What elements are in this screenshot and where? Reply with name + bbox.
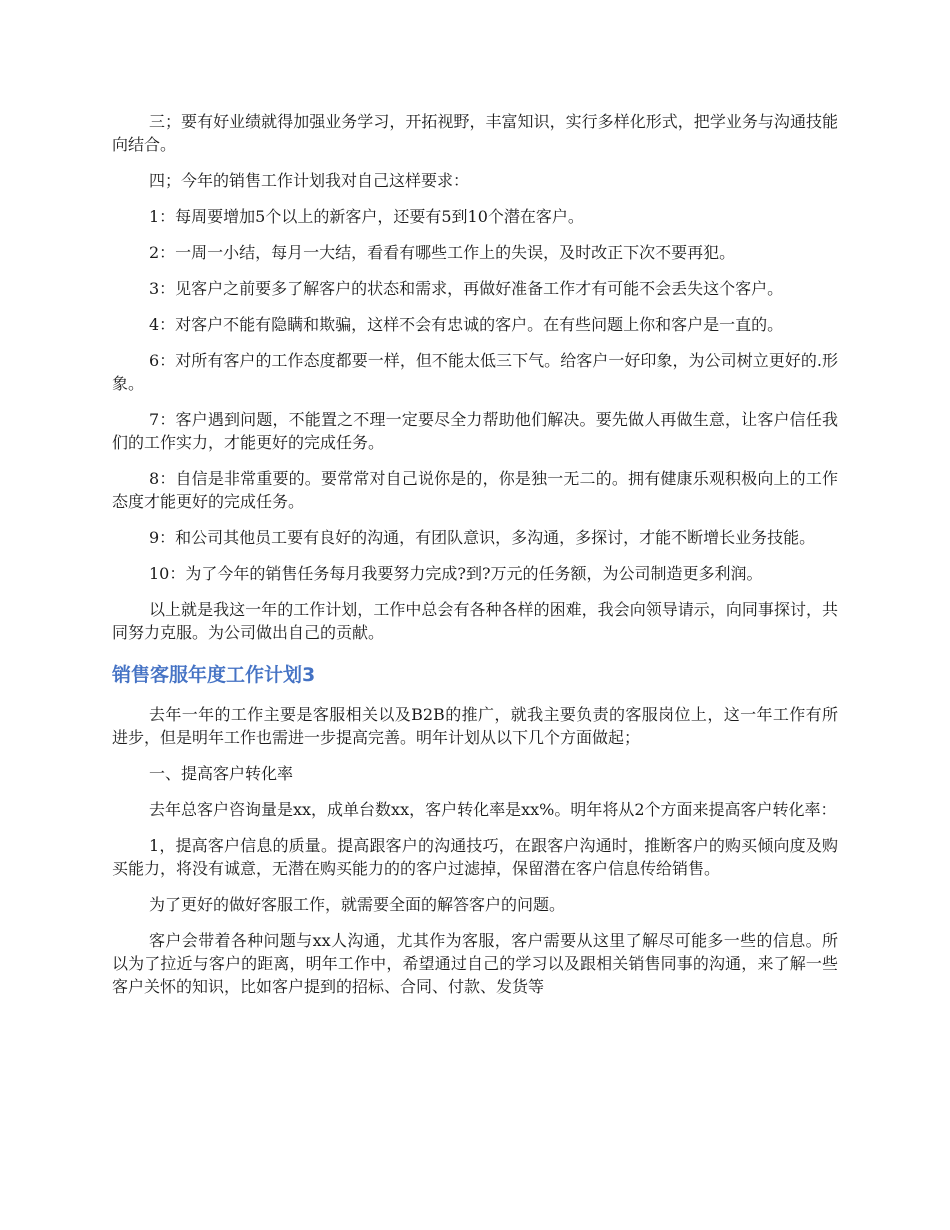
paragraph: 以上就是我这一年的工作计划，工作中总会有各种各样的困难，我会向领导请示，向同事探讨，共同努力克服。为公司做出自己的贡献。 xyxy=(112,600,838,642)
paragraph: 6：对所有客户的工作态度都要一样，但不能太低三下气。给客户一好印象，为公司树立更好的.形象。 xyxy=(112,351,838,393)
paragraph: 1：每周要增加5个以上的新客户，还要有5到10个潜在客户。 xyxy=(149,207,584,226)
paragraph: 4：对客户不能有隐瞒和欺骗，这样不会有忠诚的客户。在有些问题上你和客户是一直的。 xyxy=(149,315,784,334)
paragraph: 三；要有好业绩就得加强业务学习，开拓视野，丰富知识，实行多样化形式，把学业务与沟通技能向结合。 xyxy=(112,112,838,154)
paragraph: 7：客户遇到问题，不能置之不理一定要尽全力帮助他们解决。要先做人再做生意，让客户信任我们的工作实力，才能更好的完成任务。 xyxy=(112,410,838,452)
paragraph: 为了更好的做好客服工作，就需要全面的解答客户的问题。 xyxy=(149,895,566,914)
plan-section-continued xyxy=(112,110,838,644)
paragraph: 8：自信是非常重要的。要常常对自己说你是的，你是独一无二的。拥有健康乐观积极向上的工作态度才能更好的完成任务。 xyxy=(112,469,838,511)
paragraph: 客户会带着各种问题与xx人沟通，尤其作为客服，客户需要从这里了解尽可能多一些的信息。所以为了拉近与客户的距离，明年工作中，希望通过自己的学习以及跟相关销售同事的沟通，来了解一些客户关怀的知识，比如客户提到的招标、合同、付款、发货等 xyxy=(112,931,838,996)
paragraph: 去年总客户咨询量是xx，成单台数xx，客户转化率是xx%。明年将从2个方面来提高客户转化率： xyxy=(149,800,837,819)
paragraph: 9：和公司其他员工要有良好的沟通，有团队意识，多沟通，多探讨，才能不断增长业务技能。 xyxy=(149,528,816,547)
plan-section-3 xyxy=(112,703,838,998)
document-page xyxy=(112,110,838,1011)
paragraph: 去年一年的工作主要是客服相关以及B2B的推广，就我主要负责的客服岗位上，这一年工作有所进步，但是明年工作也需进一步提高完善。明年计划从以下几个方面做起； xyxy=(112,705,838,747)
paragraph: 四；今年的销售工作计划我对自己这样要求： xyxy=(149,171,470,190)
paragraph: 3：见客户之前要多了解客户的状态和需求，再做好准备工作才有可能不会丢失这个客户。 xyxy=(149,279,784,298)
paragraph: 2：一周一小结，每月一大结，看看有哪些工作上的失误，及时改正下次不要再犯。 xyxy=(149,243,736,262)
paragraph: 10：为了今年的销售任务每月我要努力完成?到?万元的任务额，为公司制造更多利润。 xyxy=(149,564,763,583)
paragraph: 一、提高客户转化率 xyxy=(149,764,294,783)
paragraph: 1，提高客户信息的质量。提高跟客户的沟通技巧，在跟客户沟通时，推断客户的购买倾向度及购买能力，将没有诚意，无潜在购买能力的的客户过滤掉，保留潜在客户信息传给销售。 xyxy=(112,836,838,878)
section-heading: 销售客服年度工作计划3 xyxy=(112,664,316,686)
